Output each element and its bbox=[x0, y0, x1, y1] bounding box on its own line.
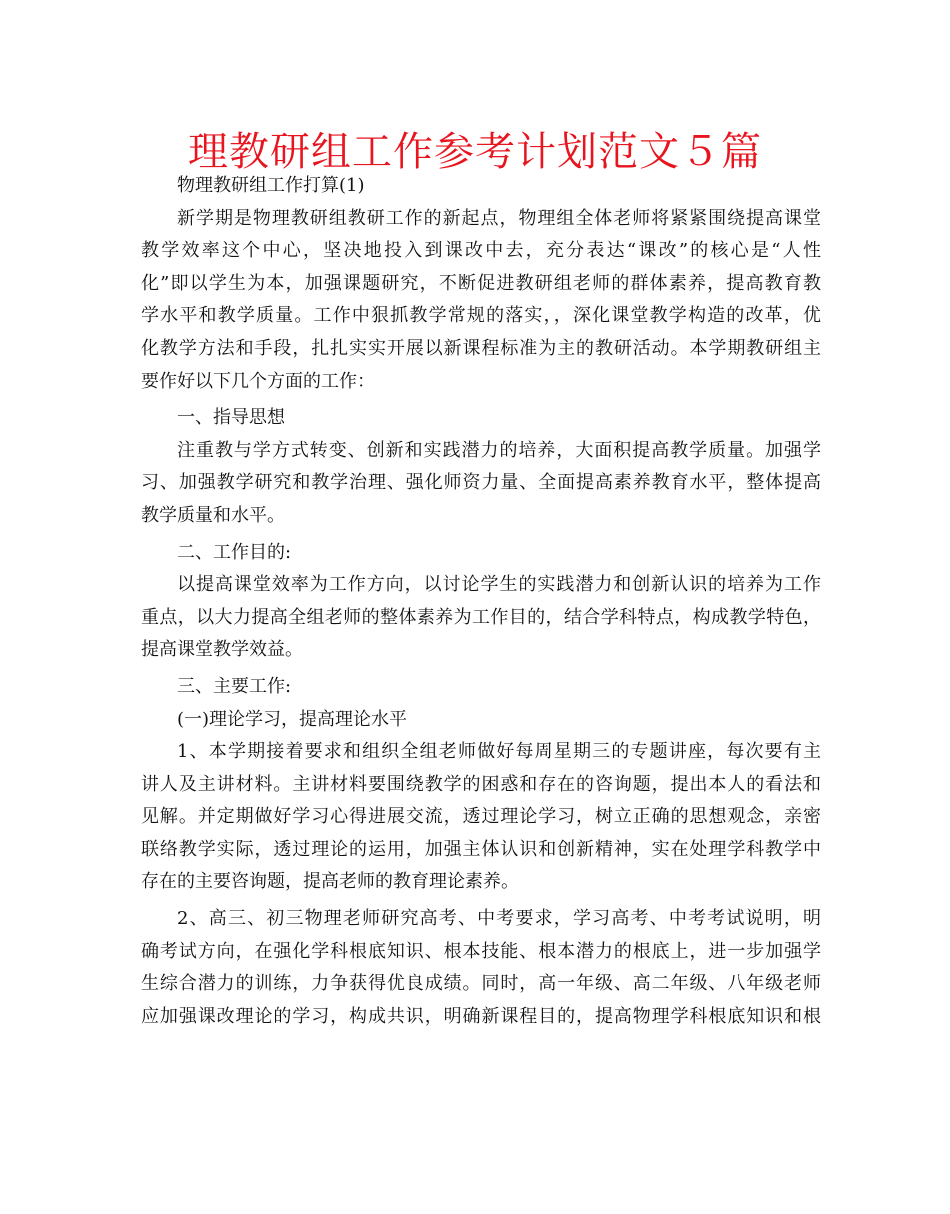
section-heading: 三、主要工作: bbox=[177, 675, 292, 697]
text-line: 应加强课改理论的学习，构成共识，明确新课程目的，提高物理学科根底知识和根 bbox=[141, 1005, 821, 1027]
text-line: 1、本学期接着要求和组织全组老师做好每周星期三的专题讲座，每次要有主 bbox=[177, 741, 821, 763]
text-line: 习、加强教学研究和教学治理、强化师资力量、全面提高素养教育水平，整体提高 bbox=[141, 472, 821, 494]
text-line: 2、高三、初三物理老师研究高考、中考要求，学习高考、中考考试说明，明 bbox=[177, 908, 821, 930]
text-line: 新学期是物理教研组教研工作的新起点，物理组全体老师将紧紧围绕提高课堂 bbox=[177, 207, 821, 229]
text-line: 重点，以大力提高全组老师的整体素养为工作目的，结合学科特点，构成教学特色， bbox=[141, 606, 821, 628]
section-heading: 一、指导思想 bbox=[177, 407, 285, 429]
text-line: 提高课堂教学效益。 bbox=[141, 639, 303, 661]
section-heading: 物理教研组工作打算(1) bbox=[177, 175, 365, 196]
text-line: 确考试方向，在强化学科根底知识、根本技能、根本潜力的根底上，进一步加强学 bbox=[141, 940, 821, 962]
section-heading: (一)理论学习，提高理论水平 bbox=[177, 708, 408, 730]
text-line: 注重教与学方式转变、创新和实践潜力的培养，大面积提高教学质量。加强学 bbox=[177, 439, 821, 461]
text-line: 讲人及主讲材料。主讲材料要围绕教学的困惑和存在的咨询题，提出本人的看法和 bbox=[141, 773, 821, 795]
text-line: 教学质量和水平。 bbox=[141, 504, 285, 526]
text-line: 联络教学实际，透过理论的运用，加强主体认识和创新精神，实在处理学科教学中 bbox=[141, 838, 821, 860]
text-line: 学水平和教学质量。工作中狠抓教学常规的落实，，深化课堂教学构造的改革，优 bbox=[141, 305, 821, 327]
text-line: 要作好以下几个方面的工作： bbox=[141, 370, 375, 392]
document-title: 理教研组工作参考计划范文５篇 bbox=[188, 129, 762, 175]
text-line: 化”即以学生为本，加强课题研究，不断促进教研组老师的群体素养，提高教育教 bbox=[141, 272, 821, 294]
text-line: 生综合潜力的训练，力争获得优良成绩。同时，高一年级、高二年级、八年级老师 bbox=[141, 973, 821, 995]
section-heading: 二、工作目的: bbox=[177, 541, 292, 563]
text-line: 存在的主要咨询题，提高老师的教育理论素养。 bbox=[141, 871, 519, 893]
text-line: 见解。并定期做好学习心得进展交流，透过理论学习，树立正确的思想观念，亲密 bbox=[141, 806, 821, 828]
text-line: 以提高课堂效率为工作方向，以讨论学生的实践潜力和创新认识的培养为工作 bbox=[177, 574, 821, 596]
text-line: 化教学方法和手段，扎扎实实开展以新课程标准为主的教研活动。本学期教研组主 bbox=[141, 337, 821, 359]
text-line: 教学效率这个中心，坚决地投入到课改中去，充分表达“课改”的核心是“人性 bbox=[141, 240, 821, 262]
document-body bbox=[141, 170, 821, 1033]
